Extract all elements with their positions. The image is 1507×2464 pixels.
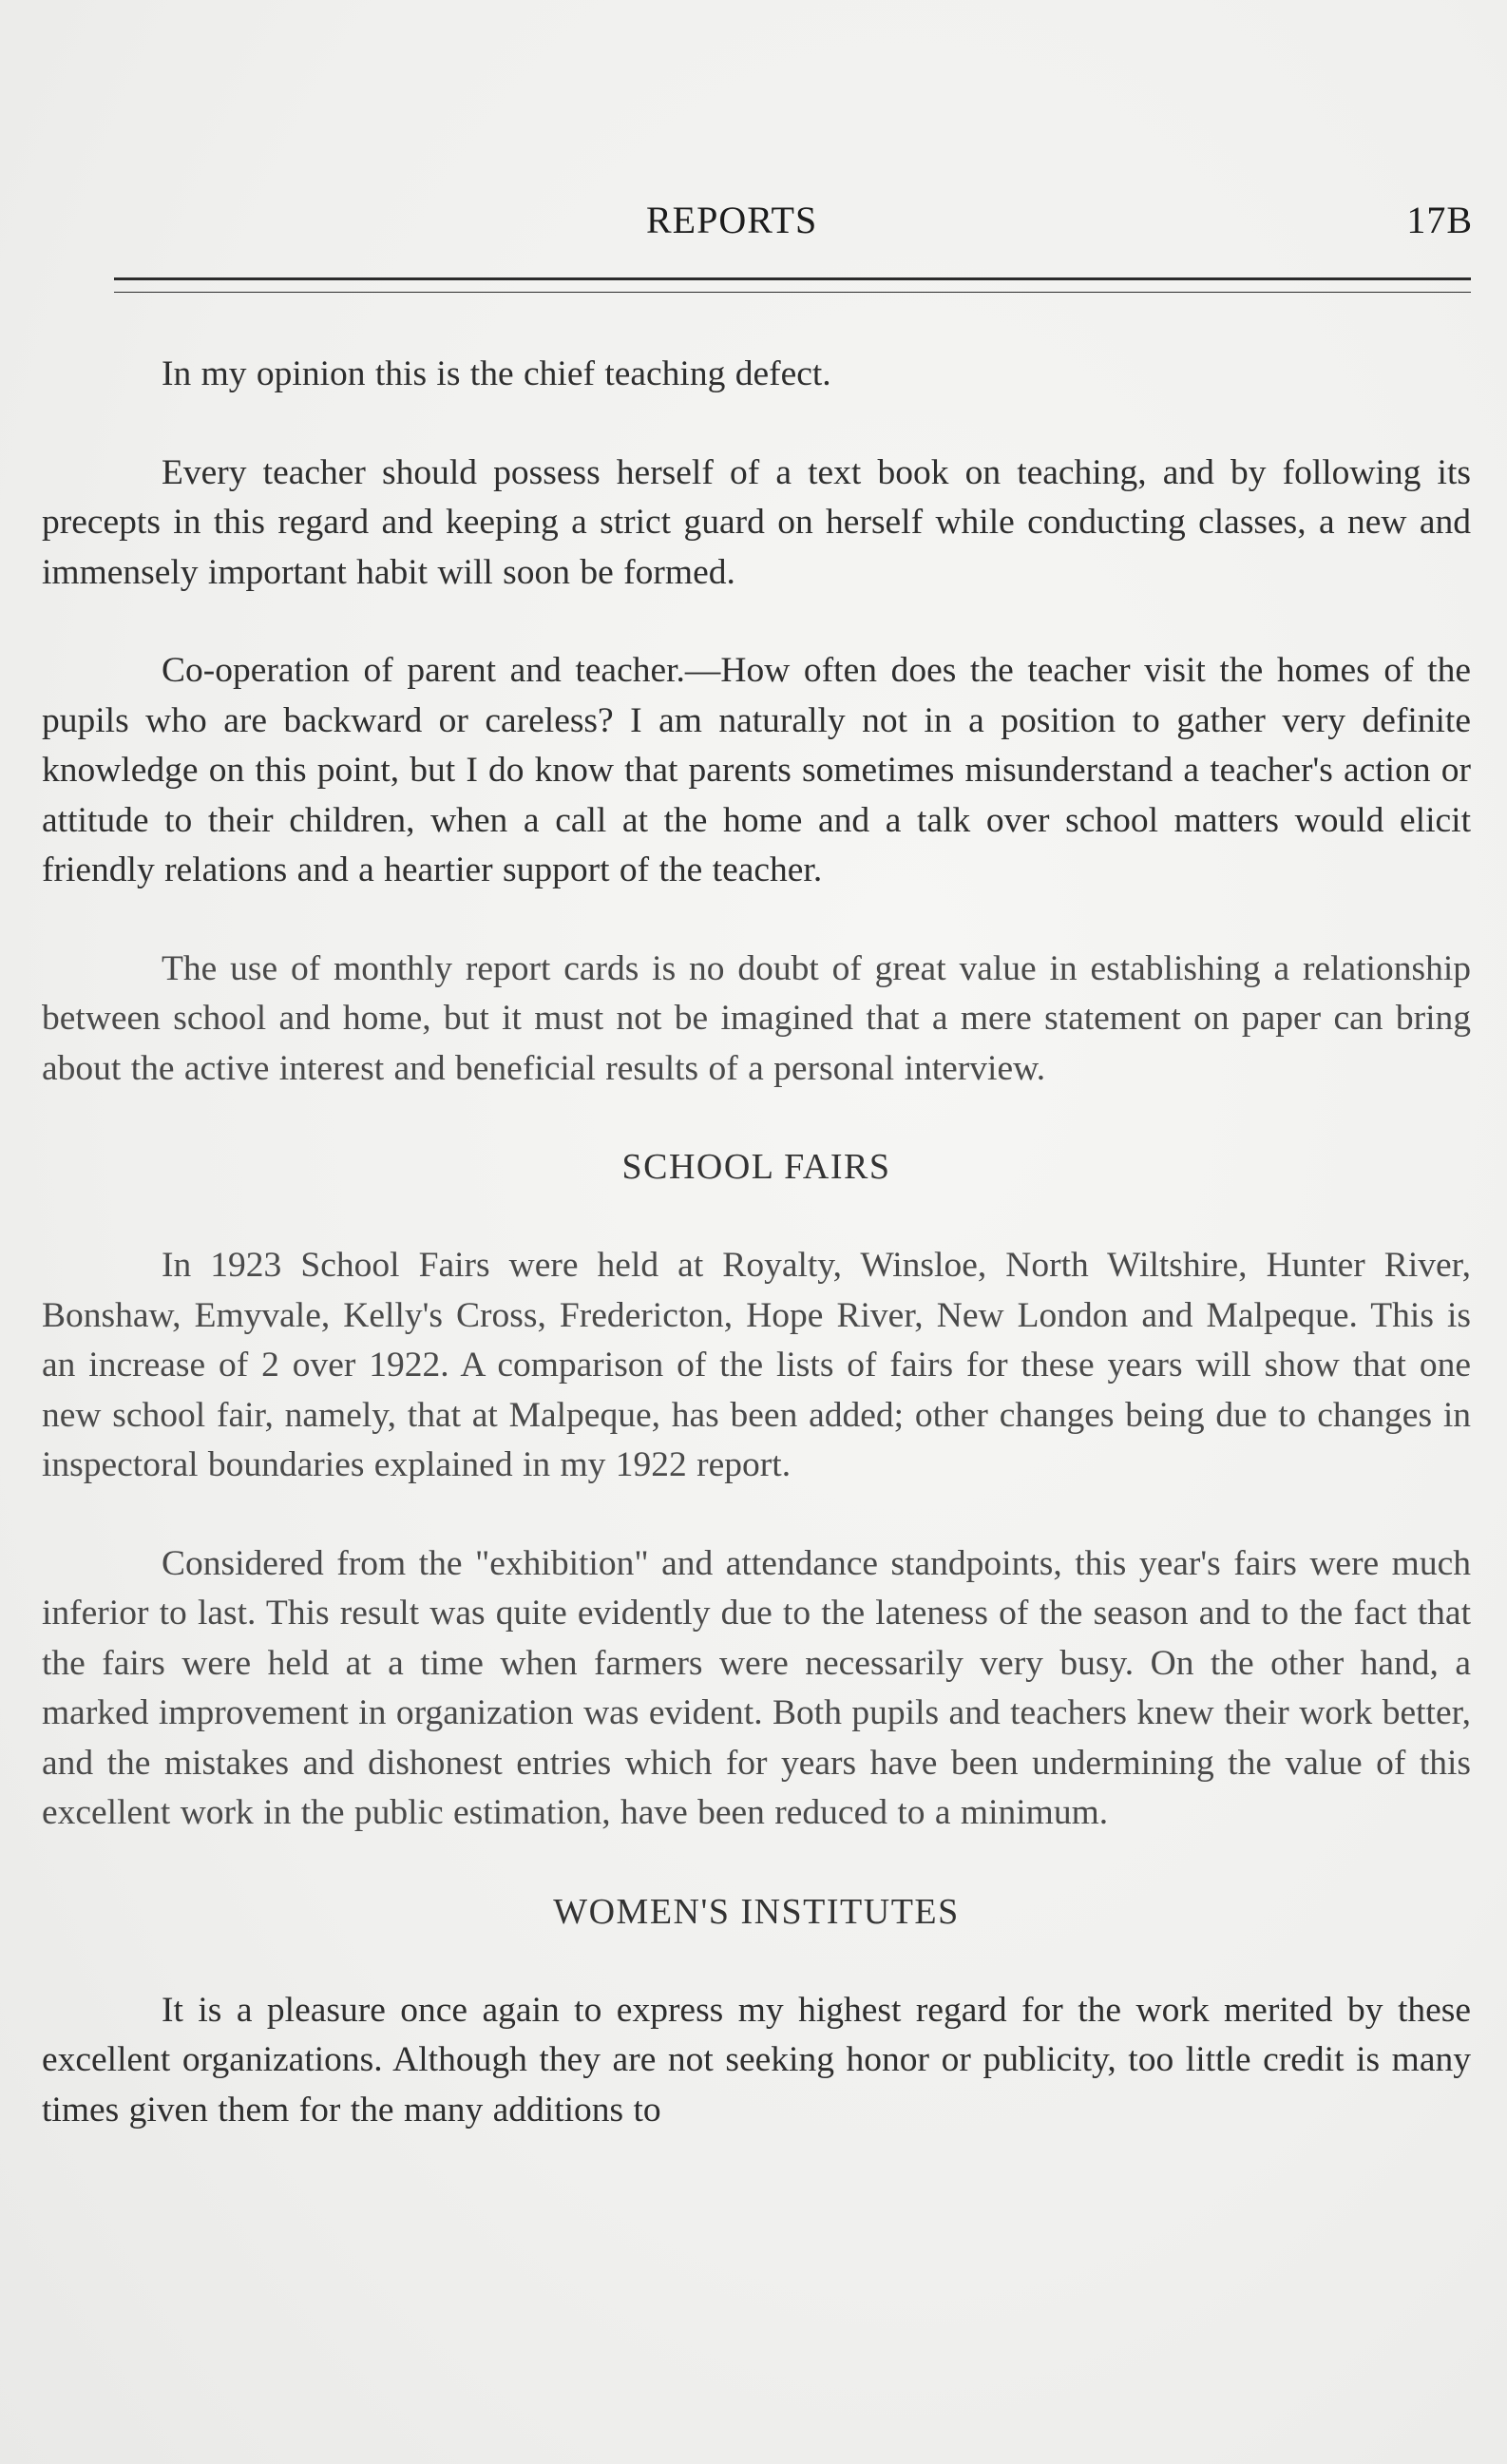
running-head [0,198,1507,251]
body-text [42,350,1471,2184]
paragraph-report-cards: The use of monthly report cards is no doubt of great value in establishing a relationship between school and home, but it must not be imagined that a mere statement on paper can bring about the active interest and beneficial results of a personal interview. [42,948,1471,1088]
section-heading-school-fairs: SCHOOL FAIRS [621,1147,891,1187]
paragraph-cooperation: Co-operation of parent and teacher.—How often does the teacher visit the homes of the pupils who are backward or careless? I am naturally not in a position to gather very definite knowledge on this point, but I do know that parents sometimes misunderstand a teacher's action or attitude to their children, when a call at the home and a talk over school matters would elicit friendly relations and a heartier support of the teacher. [42,651,1471,889]
paragraph-fairs-considered: Considered from the "exhibition" and attendance standpoints, this year's fairs were much inferior to last. This result was quite evidently due to the lateness of the season and to the fact that the fairs were held at a time when farmers were necessarily very busy. On the other hand, a marked improvement in organization was evident. Both pupils and teachers knew their work better, and the mistakes and dishonest entries which for years have been undermining the value of this excellent work in the public estimation, have been reduced to a minimum. [42,1543,1471,1832]
page-number: 17B [1406,199,1473,241]
paragraph-text-book: Every teacher should possess herself of a text book on teaching, and by following its precepts in this regard and keeping a strict guard on herself while conducting classes, a new and immensely important habit will soon be formed. [42,452,1471,592]
paragraph-teaching-defect: In my opinion this is the chief teaching defect. [162,354,831,393]
header-rule [114,277,1471,293]
paragraph-fairs-held: In 1923 School Fairs were held at Royalty, Winsloe, North Wiltshire, Hunter River, Bonshaw, Emyvale, Kelly's Cross, Fredericton, Hope River, New London and Malpeque. This is an increase of 2 over 1922. A comparison of the lists of fairs for these years will show that one new school fair, namely, that at Malpeque, has been added; other changes being due to changes in inspectoral boundaries explained in my 1922 report. [42,1246,1471,1484]
section-heading-womens-institutes: WOMEN'S INSTITUTES [553,1891,960,1932]
paragraph-womens-institutes: It is a pleasure once again to express my highest regard for the work merited by these excellent organizations. Although they are not seeking honor or publicity, too little credit is many times given them for the many additions to [42,1990,1471,2130]
running-title: REPORTS [646,199,818,241]
